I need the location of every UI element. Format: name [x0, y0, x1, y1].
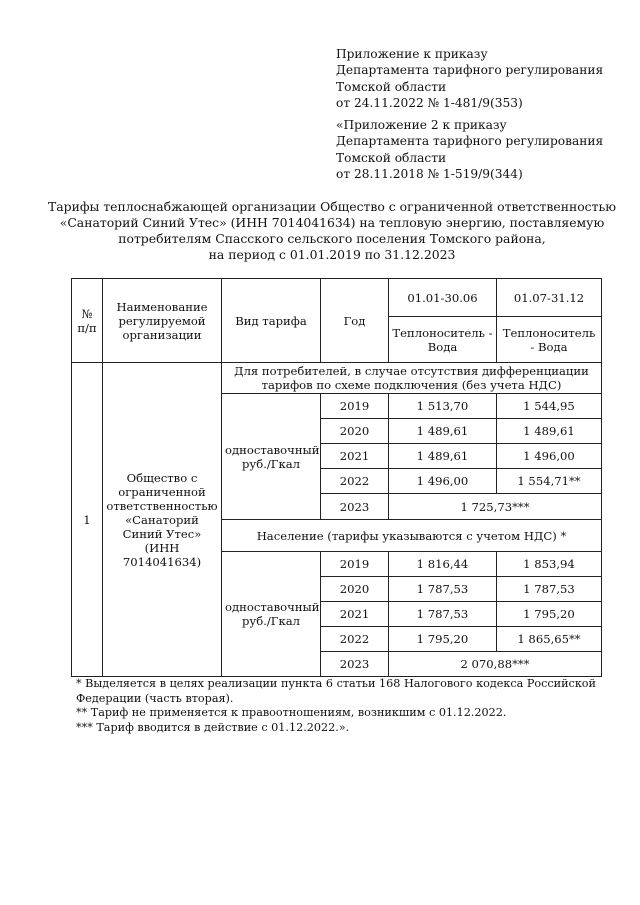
appendix-line: Томской области — [336, 79, 447, 94]
appendix-line: Приложение к приказу — [336, 47, 488, 61]
document-title — [40, 199, 624, 263]
year-cell: 2021 — [321, 444, 389, 469]
tariff-type-cell: одноставочный руб./Гкал — [222, 394, 321, 520]
title-line: на период с 01.01.2019 по 31.12.2023 — [208, 247, 456, 262]
appendix-block-2 — [336, 117, 626, 183]
header-period-1: 01.01-30.06 — [389, 279, 497, 317]
header-org: Наименование регулируемой организации — [103, 279, 222, 363]
appendix-line: от 24.11.2022 № 1-481/9(353) — [336, 96, 523, 111]
row-number: 1 — [72, 363, 103, 677]
tariff-type-cell: одноставочный руб./Гкал — [222, 552, 321, 677]
appendix-line: «Приложение 2 к приказу — [336, 118, 507, 132]
header-period-2: 01.07-31.12 — [497, 279, 602, 317]
footnote: *** Тариф вводится в действие с 01.12.2022.». — [76, 720, 350, 734]
header-carrier-2: Теплоноситель - Вода — [497, 317, 602, 363]
value-cell: 1 544,95 — [497, 394, 602, 419]
header-tariff-type: Вид тарифа — [222, 279, 321, 363]
header-num: № п/п — [72, 279, 103, 363]
year-cell: 2023 — [321, 494, 389, 520]
tariff-table — [71, 278, 602, 677]
value-cell: 1 865,65** — [497, 627, 602, 652]
header-carrier-1: Теплоноситель - Вода — [389, 317, 497, 363]
value-cell: 1 795,20 — [497, 602, 602, 627]
value-cell: 1 489,61 — [497, 419, 602, 444]
value-cell: 1 554,71** — [497, 469, 602, 494]
footnotes — [76, 677, 596, 735]
appendix-line: Томской области — [336, 150, 447, 165]
value-cell: 1 496,00 — [497, 444, 602, 469]
section-heading: Для потребителей, в случае отсутствия дифференциации тарифов по схеме подключения (без учета НДС) — [222, 363, 602, 394]
value-cell: 1 795,20 — [389, 627, 497, 652]
value-cell: 2 070,88*** — [389, 652, 602, 677]
value-cell: 1 787,53 — [497, 577, 602, 602]
title-line: потребителям Спасского сельского поселения Томского района, — [118, 231, 546, 246]
title-line: Тарифы теплоснабжающей организации Общество с ограниченной ответственностью — [47, 199, 617, 214]
table-row — [72, 363, 602, 394]
value-cell: 1 489,61 — [389, 444, 497, 469]
header-year: Год — [321, 279, 389, 363]
organization-name: Общество с ограниченной ответственностью «Санаторий Синий Утес» (ИНН 7014041634) — [103, 363, 222, 677]
value-cell: 1 816,44 — [389, 552, 497, 577]
year-cell: 2022 — [321, 627, 389, 652]
value-cell: 1 787,53 — [389, 602, 497, 627]
appendix-line: Департамента тарифного регулирования — [336, 63, 604, 78]
year-cell: 2020 — [321, 419, 389, 444]
appendix-line: от 28.11.2018 № 1-519/9(344) — [336, 167, 523, 182]
year-cell: 2020 — [321, 577, 389, 602]
appendix-line: Департамента тарифного регулирования — [336, 134, 604, 149]
value-cell: 1 513,70 — [389, 394, 497, 419]
footnote: ** Тариф не применяется к правоотношениям, возникшим с 01.12.2022. — [76, 706, 507, 720]
value-cell: 1 725,73*** — [389, 494, 602, 520]
value-cell: 1 853,94 — [497, 552, 602, 577]
year-cell: 2021 — [321, 602, 389, 627]
year-cell: 2019 — [321, 552, 389, 577]
title-line: «Санаторий Синий Утес» (ИНН 7014041634) на тепловую энергию, поставляемую — [59, 215, 605, 230]
value-cell: 1 787,53 — [389, 577, 497, 602]
value-cell: 1 496,00 — [389, 469, 497, 494]
section-heading: Население (тарифы указываются с учетом НДС) * — [222, 520, 602, 552]
value-cell: 1 489,61 — [389, 419, 497, 444]
header-row — [72, 279, 602, 317]
footnote: * Выделяется в целях реализации пункта 6 статьи 168 Налогового кодекса Российской Федерации (часть вторая). — [76, 677, 596, 705]
year-cell: 2023 — [321, 652, 389, 677]
year-cell: 2022 — [321, 469, 389, 494]
year-cell: 2019 — [321, 394, 389, 419]
appendix-block-1 — [336, 46, 626, 112]
